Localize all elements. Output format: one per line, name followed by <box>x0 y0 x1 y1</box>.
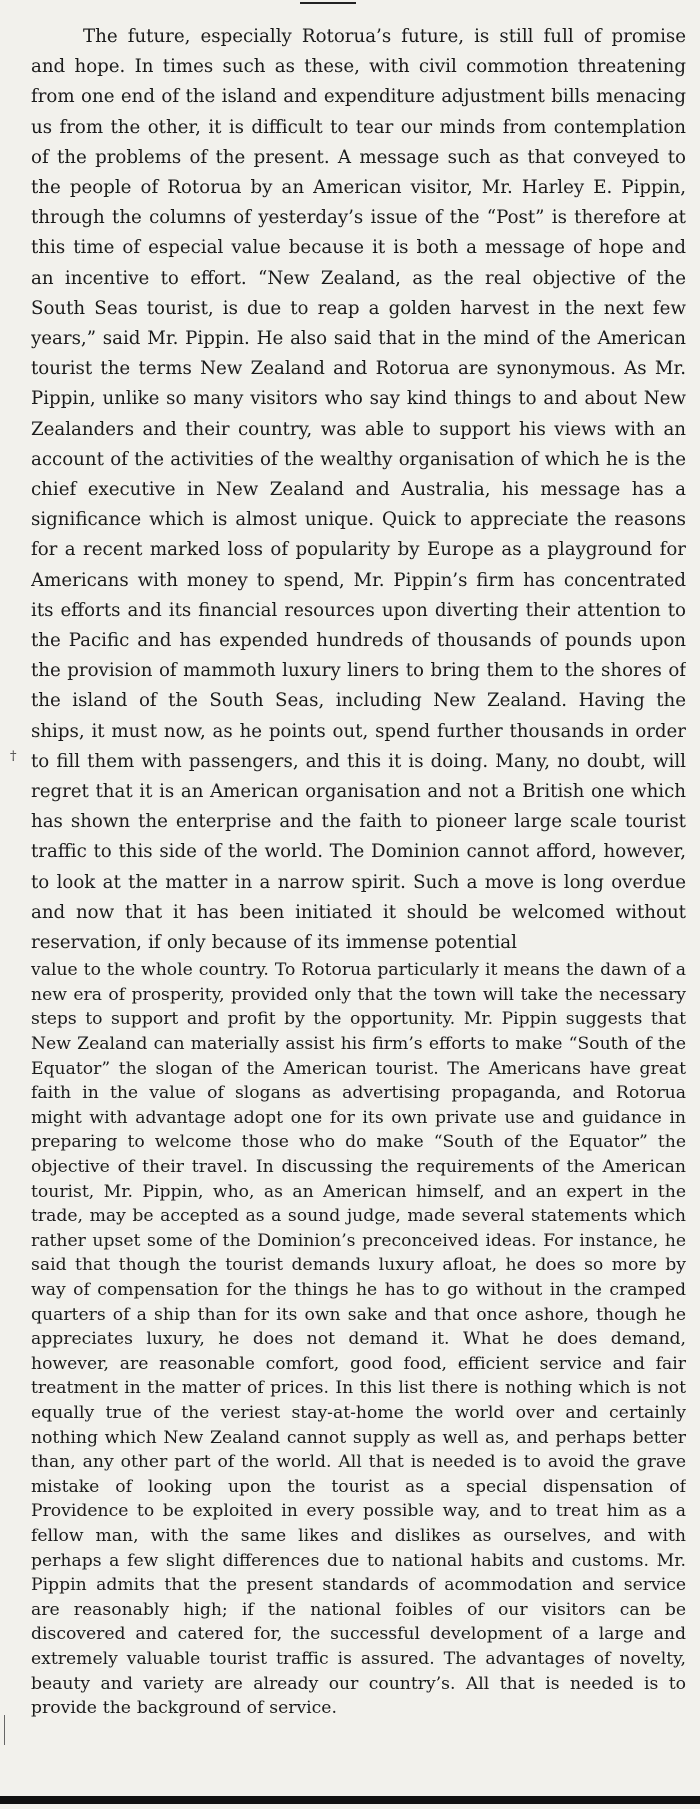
editorial-article <box>31 22 686 1782</box>
article-paragraph-lower: value to the whole country. To Rotorua particularly it means the dawn of a new era of prosperity, provided only that the town will take the necessary steps to support and profit by the opportunity. Mr. Pippin suggests that New Zealand can materially assist his firm’s efforts to make “South of the Equator” the slogan of the American tourist. The Americans have great faith in the value of slogans as advertising propaganda, and Rotorua might with advantage adopt one for its own private use and guidance in preparing to welcome those who do make “South of the Equator” the objective of their travel. In discussing the requirements of the American tourist, Mr. Pippin, who, as an American himself, and an expert in the trade, may be accepted as a sound judge, made several statements which rather upset some of the Dominion’s preconceived ideas. For instance, he said that though the tourist demands luxury afloat, he does so more by way of compensation for the things he has to go without in the cramped quarters of a ship than for its own sake and that once ashore, though he appreciates luxury, he does not demand it. What he does demand, however, are reasonable comfort, good food, efficient service and fair treatment in the matter of prices. In this list there is nothing which is not equally true of the veriest stay-at-home the world over and certainly nothing which New Zealand cannot supply as well as, and perhaps better than, any other part of the world. All that is needed is to avoid the grave mistake of looking upon the tourist as a special dispensation of Providence to be exploited in every possible way, and to treat him as a fellow man, with the same likes and dislikes as ourselves, and with perhaps a few slight differences due to national habits and customs. Mr. Pippin admits that the present standards of acommodation and service are reasonably high; if the national foibles of our visitors can be discovered and catered for, the successful development of a large and extremely valuable tourist traffic is assured. The advantages of novelty, beauty and variety are already our country’s. All that is needed is to provide the background of service. <box>31 960 686 1719</box>
article-paragraph-upper: The future, especially Rotorua’s future, is still full of promise and hope. In times such as these, with civil commotion threatening from one end of the island and expenditure adjustment bills menacing us from the other, it is difficult to tear our minds from contemplation of the problems of the present. A message such as that conveyed to the people of Rotorua by an American visitor, Mr. Harley E. Pippin, through the columns of yesterday’s issue of the “Post” is therefore at this time of especial value because it is both a message of hope and an incentive to effort. “New Zealand, as the real objective of the South Seas tourist, is due to reap a golden harvest in the next few years,” said Mr. Pippin. He also said that in the mind of the American tourist the terms New Zealand and Rotorua are synonymous. As Mr. Pippin, unlike so many visitors who say kind things to and about New Zealanders and their country, was able to support his views with an account of the activities of the wealthy organisation of which he is the chief executive in New Zealand and Australia, his message has a significance which is almost unique. Quick to appreciate the reasons for a recent marked loss of popularity by Europe as a playground for Americans with money to spend, Mr. Pippin’s firm has concentrated its efforts and its financial resources upon diverting their attention to the Pacific and has expended hundreds of thousands of pounds upon the provision of mammoth luxury liners to bring them to the shores of the island of the South Seas, including New Zealand. Having the ships, it must now, as he points out, spend further thousands in order to fill them with passengers, and this it is doing. Many, no doubt, will regret that it is an American organisation and not a British one which has shown the enterprise and the faith to pioneer large scale tourist traffic to this side of the world. The Dominion cannot afford, however, to look at the matter in a narrow spirit. Such a move is long overdue and now that it has been initiated it should be welcomed without reservation, if only because of its immense potential <box>31 26 686 954</box>
bottom-rule <box>0 1796 700 1804</box>
top-rule <box>300 2 356 4</box>
left-margin-rule <box>4 1715 5 1745</box>
margin-mark: † <box>10 749 17 764</box>
